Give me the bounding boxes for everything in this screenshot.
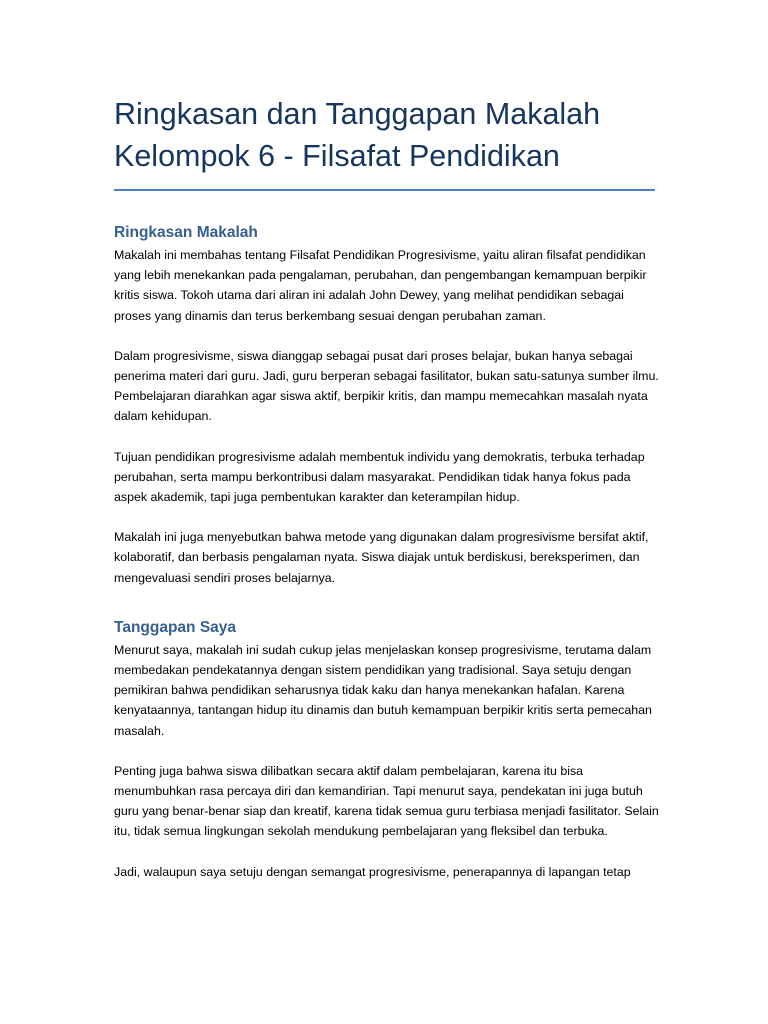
- paragraph: Makalah ini membahas tentang Filsafat Pendidikan Progresivisme, yaitu aliran filsafat pendidikan yang lebih menekankan pada pengalaman, perubahan, dan pengembangan kemampuan berpikir kritis siswa. Tokoh utama dari aliran ini adalah John Dewey, yang melihat pendidikan sebagai proses yang dinamis dan terus berkembang sesuai dengan perubahan zaman.: [114, 248, 647, 323]
- section-ringkasan: [114, 223, 659, 588]
- document-page: [114, 0, 659, 882]
- section-heading: Tanggapan Saya: [114, 618, 237, 636]
- paragraph: Menurut saya, makalah ini sudah cukup jelas menjelaskan konsep progresivisme, terutama dalam membedakan pendekatannya dengan sistem pendidikan yang tradisional. Saya setuju dengan pemikiran bahwa pendidikan seharusnya tidak kaku dan hanya menekankan hafalan. Karena kenyataannya, tantangan hidup itu dinamis dan butuh kemampuan berpikir kritis serta pemecahan masalah.: [114, 642, 652, 738]
- paragraph: Tujuan pendidikan progresivisme adalah membentuk individu yang demokratis, terbuka terhadap perubahan, serta mampu berkontribusi dalam masyarakat. Pendidikan tidak hanya fokus pada aspek akademik, tapi juga pembentukan karakter dan keterampilan hidup.: [114, 449, 645, 505]
- document-title: Ringkasan dan Tanggapan Makalah Kelompok 6 - Filsafat Pendidikan: [114, 97, 601, 173]
- section-heading: Ringkasan Makalah: [114, 224, 258, 241]
- title-underline: [114, 189, 655, 191]
- paragraph: Dalam progresivisme, siswa dianggap sebagai pusat dari proses belajar, bukan hanya sebagai penerima materi dari guru. Jadi, guru berperan sebagai fasilitator, bukan satu-satunya sumber ilmu. Pembelajaran diarahkan agar siswa aktif, berpikir kritis, dan mampu memecahkan masalah nyata dalam kehidupan.: [114, 348, 659, 424]
- paragraph: Jadi, walaupun saya setuju dengan semangat progresivisme, penerapannya di lapangan tetap: [114, 864, 631, 879]
- paragraph: Makalah ini juga menyebutkan bahwa metode yang digunakan dalam progresivisme bersifat aktif, kolaboratif, dan berbasis pengalaman nyata. Siswa diajak untuk berdiskusi, bereksperimen, dan mengevaluasi sendiri proses belajarnya.: [114, 530, 649, 585]
- section-tanggapan: [114, 618, 659, 882]
- paragraph: Penting juga bahwa siswa dilibatkan secara aktif dalam pembelajaran, karena itu bisa menumbuhkan rasa percaya diri dan kemandirian. Tapi menurut saya, pendekatan ini juga butuh guru yang benar-benar siap dan kreatif, karena tidak semua guru terbiasa menjadi fasilitator. Selain itu, tidak semua lingkungan sekolah mendukung pembelajaran yang fleksibel dan terbuka.: [114, 763, 659, 839]
